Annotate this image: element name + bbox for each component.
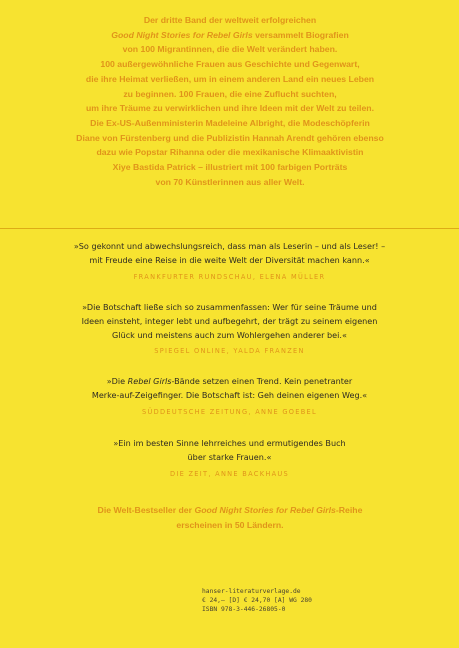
blurb-line: 100 außergewöhnliche Frauen aus Geschichte und Gegenwart, [100, 59, 360, 70]
price-info: € 24,– [D] € 24,70 [A] WG 280 [202, 597, 312, 604]
blurb-line: die ihre Heimat verließen, um in einem anderen Land ein neues Leben [85, 73, 375, 84]
quote-line: Merke-auf-Zeigefinger. Die Botschaft ist: Geh deinen eigenen Weg.« [91, 389, 368, 400]
quote-line: »So gekonnt und abwechslungsreich, dass man als Leserin – und als Leser! – [73, 241, 386, 251]
quote-text: »Die [106, 376, 128, 386]
quote-source: DIE ZEIT, ANNE BACKHAUS [170, 469, 289, 478]
press-quote-4 [52, 437, 407, 481]
blurb-line-rest: versammelt Biografien [252, 29, 349, 40]
quote-source: SÜDDEUTSCHE ZEITUNG, ANNE GOEBEL [142, 407, 317, 416]
closing-line: erscheinen in 50 Ländern. [176, 520, 284, 530]
blurb-line: Die Ex-US-Außenministerin Madeleine Albright, die Modeschöpferin [90, 117, 370, 128]
series-title: Good Night Stories for Rebel Girls [111, 29, 253, 40]
blurb-line: von 100 Migrantinnen, die die Welt verändert haben. [122, 44, 338, 55]
blurb-line: Diane von Fürstenberg und die Publizistin Hannah Arendt gehören ebenso [76, 132, 384, 143]
blurb-line: dazu wie Popstar Rihanna oder die mexikanische Klimaaktivistin [96, 147, 364, 158]
quote-emphasis: Rebel Girls [127, 376, 172, 386]
quote-source: SPIEGEL ONLINE, YALDA FRANZEN [154, 347, 305, 356]
imprint [202, 587, 312, 614]
blurb-text [40, 13, 420, 189]
quote-source: FRANKFURTER RUNDSCHAU, ELENA MÜLLER [133, 272, 326, 281]
quote-line: mit Freude eine Reise in die weite Welt der Diversität machen kann.« [89, 254, 370, 265]
blurb-line: von 70 Künstlerinnen aus aller Welt. [155, 176, 305, 187]
closing-line [40, 503, 420, 518]
closing-post: -Reihe [335, 505, 363, 515]
quote-line [52, 375, 407, 389]
blurb-line: Der dritte Band der weltweit erfolgreichen [143, 15, 317, 25]
press-quote-2 [52, 301, 407, 359]
closing-text [40, 503, 420, 533]
publisher-website: hanser-literaturverlage.de [202, 588, 301, 595]
quote-line: »Die Botschaft ließe sich so zusammenfassen: Wer für seine Träume und [82, 302, 377, 312]
quote-text: -Bände setzen einen Trend. Kein penetranter [171, 376, 353, 386]
quote-line: über starke Frauen.« [187, 451, 272, 462]
isbn: ISBN 978-3-446-26805-0 [202, 606, 286, 613]
section-divider [0, 228, 459, 229]
series-title: Good Night Stories for Rebel Girls [194, 505, 336, 515]
press-quote-3 [52, 375, 407, 419]
closing-pre: Die Welt-Bestseller der [97, 505, 195, 515]
quote-line: Glück und meistens auch zum Wohlergehen anderer bei.« [112, 329, 347, 340]
blurb-line [40, 28, 420, 43]
quote-line: »Ein im besten Sinne lehrreiches und ermutigendes Buch [113, 438, 346, 448]
quote-line: Ideen einsteht, integer lebt und aufbegehrt, der trägt zu seinem eigenen [81, 315, 378, 326]
blurb-line: zu beginnen. 100 Frauen, die eine Zuflucht suchten, [123, 88, 337, 99]
press-quote-1 [52, 240, 407, 284]
blurb-line: um ihre Träume zu verwirklichen und ihre Ideen mit der Welt zu teilen. [85, 103, 375, 114]
blurb-line: Xiye Bastida Patrick – illustriert mit 100 farbigen Porträts [112, 162, 348, 173]
